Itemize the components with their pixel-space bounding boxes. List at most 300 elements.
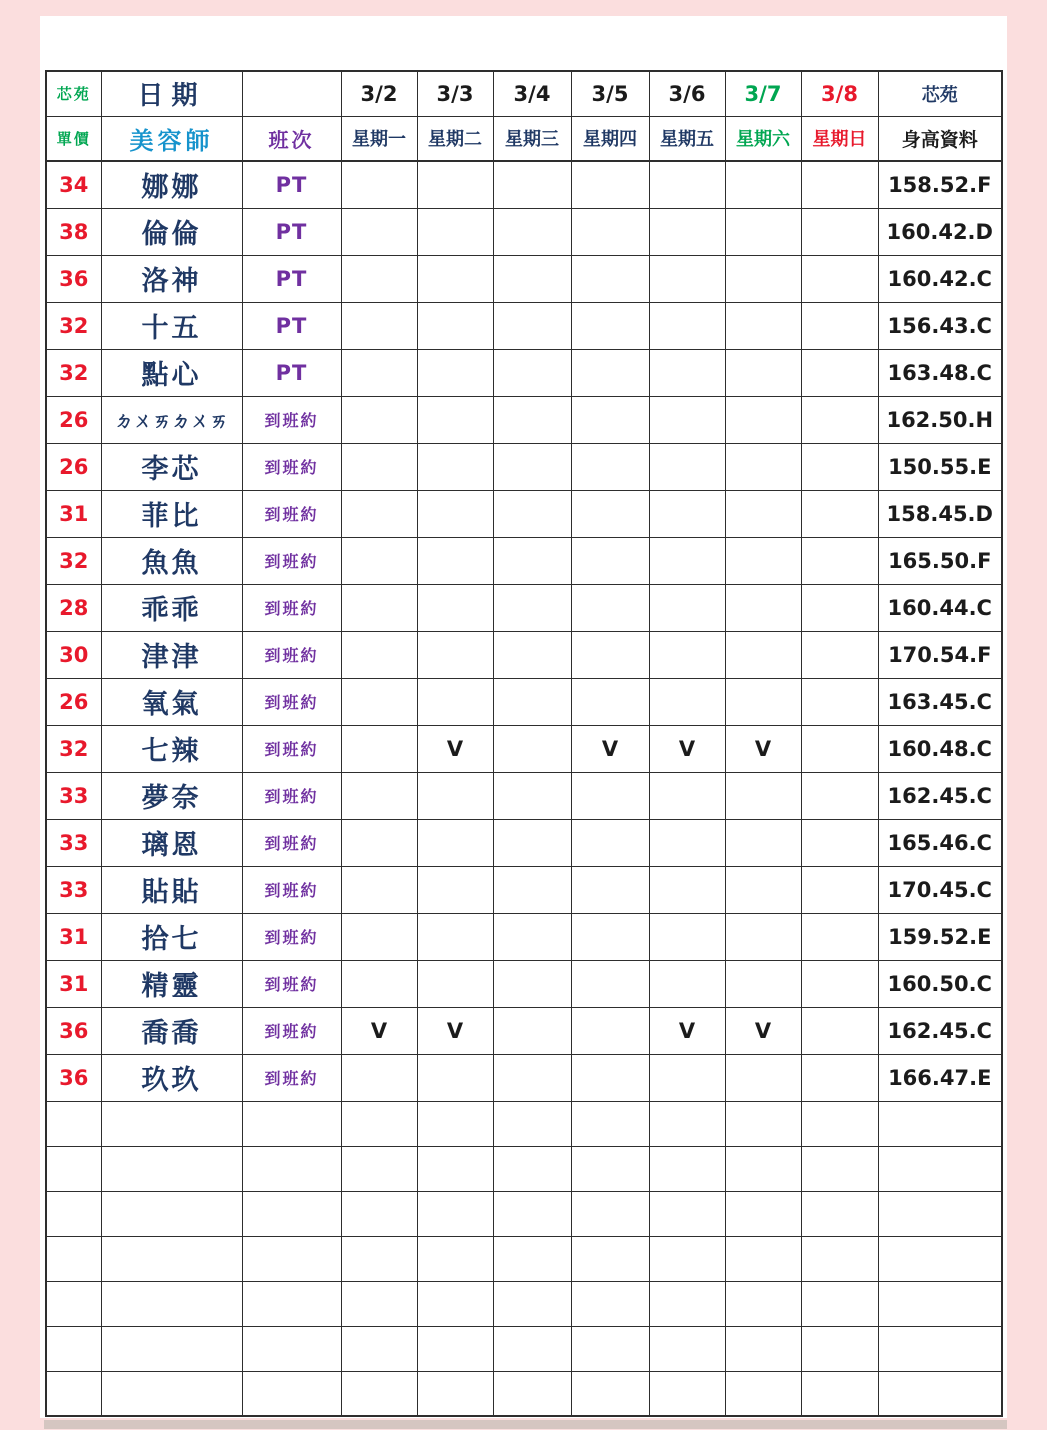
shift-cell: 到班約 — [242, 913, 341, 960]
staff-row — [46, 678, 1002, 725]
day-mark-cell — [801, 255, 878, 302]
empty-cell — [878, 1191, 1002, 1236]
shift-cell: 到班約 — [242, 631, 341, 678]
day-mark-cell: V — [417, 725, 493, 772]
empty-row — [46, 1236, 1002, 1281]
empty-cell — [649, 1101, 725, 1146]
day-mark-cell — [341, 396, 417, 443]
empty-cell — [242, 1146, 341, 1191]
day-mark-cell — [493, 960, 571, 1007]
empty-row — [46, 1326, 1002, 1371]
day-mark-cell: V — [649, 1007, 725, 1054]
empty-cell — [46, 1146, 101, 1191]
name-cell: 津津 — [101, 631, 242, 678]
name-cell: 十五 — [101, 302, 242, 349]
price-cell: 26 — [46, 443, 101, 490]
day-mark-cell — [725, 208, 801, 255]
empty-cell — [725, 1191, 801, 1236]
day-mark-cell: V — [417, 1007, 493, 1054]
day-mark-cell — [725, 866, 801, 913]
day-mark-cell: V — [725, 1007, 801, 1054]
staff-row — [46, 1054, 1002, 1101]
day-mark-cell — [649, 396, 725, 443]
empty-cell — [649, 1236, 725, 1281]
day-mark-cell — [493, 584, 571, 631]
day-mark-cell — [417, 913, 493, 960]
staff-row — [46, 913, 1002, 960]
day-mark-cell — [801, 584, 878, 631]
day-mark-cell — [801, 161, 878, 208]
day-mark-cell — [493, 161, 571, 208]
empty-cell — [878, 1371, 1002, 1416]
height-cell: 160.42.C — [878, 255, 1002, 302]
price-cell: 33 — [46, 772, 101, 819]
shift-cell: PT — [242, 208, 341, 255]
name-cell: 精靈 — [101, 960, 242, 1007]
date-header: 3/8 — [801, 71, 878, 116]
day-mark-cell — [571, 913, 649, 960]
day-mark-cell — [493, 913, 571, 960]
empty-cell — [417, 1281, 493, 1326]
shift-header-blank — [242, 71, 341, 116]
empty-cell — [46, 1191, 101, 1236]
day-mark-cell — [493, 631, 571, 678]
day-mark-cell — [649, 584, 725, 631]
empty-cell — [242, 1191, 341, 1236]
empty-cell — [242, 1281, 341, 1326]
empty-cell — [571, 1236, 649, 1281]
day-mark-cell — [493, 443, 571, 490]
empty-cell — [493, 1236, 571, 1281]
day-mark-cell — [341, 725, 417, 772]
price-column-label: 單價 — [46, 116, 101, 161]
staff-row — [46, 302, 1002, 349]
empty-cell — [571, 1326, 649, 1371]
empty-cell — [571, 1146, 649, 1191]
name-cell: 拾七 — [101, 913, 242, 960]
empty-cell — [341, 1371, 417, 1416]
day-mark-cell — [493, 725, 571, 772]
empty-cell — [725, 1281, 801, 1326]
corner-label-right: 芯苑 — [878, 71, 1002, 116]
shift-cell: 到班約 — [242, 1007, 341, 1054]
day-mark-cell — [571, 1007, 649, 1054]
day-mark-cell — [341, 913, 417, 960]
staff-row — [46, 255, 1002, 302]
day-mark-cell — [341, 302, 417, 349]
price-cell: 32 — [46, 537, 101, 584]
paper-bottom-shadow — [44, 1420, 1007, 1429]
date-column-label: 日期 — [101, 71, 242, 116]
name-cell: 貼貼 — [101, 866, 242, 913]
staff-row — [46, 819, 1002, 866]
date-header: 3/4 — [493, 71, 571, 116]
empty-cell — [46, 1281, 101, 1326]
empty-cell — [493, 1326, 571, 1371]
day-mark-cell — [801, 443, 878, 490]
shift-cell: 到班約 — [242, 584, 341, 631]
day-mark-cell — [649, 819, 725, 866]
date-header: 3/2 — [341, 71, 417, 116]
empty-cell — [417, 1146, 493, 1191]
price-cell: 31 — [46, 913, 101, 960]
schedule-body — [46, 161, 1002, 1416]
empty-cell — [571, 1101, 649, 1146]
shift-cell: 到班約 — [242, 678, 341, 725]
day-mark-cell — [801, 866, 878, 913]
staff-row — [46, 349, 1002, 396]
day-mark-cell — [725, 678, 801, 725]
price-cell: 33 — [46, 819, 101, 866]
empty-cell — [417, 1326, 493, 1371]
day-mark-cell — [417, 396, 493, 443]
staff-row — [46, 725, 1002, 772]
day-mark-cell — [725, 302, 801, 349]
day-mark-cell — [649, 302, 725, 349]
day-mark-cell — [417, 443, 493, 490]
day-mark-cell: V — [341, 1007, 417, 1054]
empty-cell — [801, 1326, 878, 1371]
empty-cell — [46, 1101, 101, 1146]
day-mark-cell — [341, 819, 417, 866]
day-mark-cell — [493, 772, 571, 819]
day-mark-cell — [493, 866, 571, 913]
day-mark-cell — [725, 913, 801, 960]
day-mark-cell — [493, 1007, 571, 1054]
day-mark-cell — [493, 490, 571, 537]
day-mark-cell — [571, 443, 649, 490]
empty-cell — [46, 1371, 101, 1416]
staff-row — [46, 490, 1002, 537]
day-mark-cell — [725, 584, 801, 631]
height-cell: 160.44.C — [878, 584, 1002, 631]
empty-cell — [493, 1281, 571, 1326]
empty-cell — [878, 1326, 1002, 1371]
empty-cell — [571, 1191, 649, 1236]
name-cell: 娜娜 — [101, 161, 242, 208]
header-row-weekdays — [46, 116, 1002, 161]
price-cell: 38 — [46, 208, 101, 255]
day-mark-cell: V — [725, 725, 801, 772]
price-cell: 30 — [46, 631, 101, 678]
empty-cell — [493, 1371, 571, 1416]
day-mark-cell — [649, 349, 725, 396]
date-header: 3/6 — [649, 71, 725, 116]
height-cell: 170.45.C — [878, 866, 1002, 913]
day-mark-cell — [417, 302, 493, 349]
shift-cell: 到班約 — [242, 960, 341, 1007]
schedule-sheet — [40, 16, 1007, 1418]
day-mark-cell — [341, 161, 417, 208]
name-cell: 菲比 — [101, 490, 242, 537]
empty-cell — [801, 1101, 878, 1146]
day-mark-cell — [801, 725, 878, 772]
corner-label-left: 芯苑 — [46, 71, 101, 116]
day-mark-cell: V — [571, 725, 649, 772]
day-mark-cell — [571, 866, 649, 913]
staff-row — [46, 584, 1002, 631]
name-cell: ㄉㄨㄞㄉㄨㄞ — [101, 396, 242, 443]
day-mark-cell — [571, 208, 649, 255]
day-mark-cell — [649, 631, 725, 678]
day-mark-cell — [493, 1054, 571, 1101]
shift-cell: 到班約 — [242, 819, 341, 866]
empty-cell — [493, 1101, 571, 1146]
height-cell: 159.52.E — [878, 913, 1002, 960]
day-mark-cell — [493, 302, 571, 349]
staff-column-label: 美容師 — [101, 116, 242, 161]
staff-row — [46, 772, 1002, 819]
empty-cell — [649, 1146, 725, 1191]
day-mark-cell — [571, 255, 649, 302]
empty-cell — [101, 1101, 242, 1146]
day-mark-cell — [341, 584, 417, 631]
shift-cell: PT — [242, 349, 341, 396]
name-cell: 乖乖 — [101, 584, 242, 631]
price-cell: 26 — [46, 678, 101, 725]
price-cell: 32 — [46, 725, 101, 772]
empty-cell — [878, 1236, 1002, 1281]
day-mark-cell — [341, 960, 417, 1007]
staff-row — [46, 443, 1002, 490]
day-mark-cell — [725, 537, 801, 584]
empty-cell — [571, 1371, 649, 1416]
empty-cell — [101, 1236, 242, 1281]
height-cell: 160.50.C — [878, 960, 1002, 1007]
empty-cell — [341, 1326, 417, 1371]
day-mark-cell — [417, 819, 493, 866]
empty-cell — [341, 1146, 417, 1191]
empty-cell — [101, 1146, 242, 1191]
day-mark-cell — [725, 1054, 801, 1101]
height-cell: 162.45.C — [878, 1007, 1002, 1054]
height-cell: 165.46.C — [878, 819, 1002, 866]
weekday-header: 星期六 — [725, 116, 801, 161]
day-mark-cell — [649, 443, 725, 490]
price-cell: 36 — [46, 255, 101, 302]
name-cell: 李芯 — [101, 443, 242, 490]
price-cell: 28 — [46, 584, 101, 631]
day-mark-cell — [649, 1054, 725, 1101]
empty-cell — [242, 1326, 341, 1371]
day-mark-cell — [801, 208, 878, 255]
price-cell: 26 — [46, 396, 101, 443]
empty-cell — [242, 1101, 341, 1146]
day-mark-cell — [341, 678, 417, 725]
day-mark-cell — [725, 490, 801, 537]
name-cell: 倫倫 — [101, 208, 242, 255]
day-mark-cell — [341, 1054, 417, 1101]
day-mark-cell — [417, 1054, 493, 1101]
height-cell: 156.43.C — [878, 302, 1002, 349]
day-mark-cell — [725, 396, 801, 443]
day-mark-cell — [801, 913, 878, 960]
empty-cell — [725, 1326, 801, 1371]
day-mark-cell — [571, 396, 649, 443]
empty-cell — [242, 1236, 341, 1281]
day-mark-cell — [341, 866, 417, 913]
height-cell: 163.45.C — [878, 678, 1002, 725]
day-mark-cell — [571, 349, 649, 396]
shift-cell: 到班約 — [242, 725, 341, 772]
day-mark-cell — [571, 631, 649, 678]
header-row-dates — [46, 71, 1002, 116]
day-mark-cell — [493, 349, 571, 396]
price-cell: 32 — [46, 302, 101, 349]
day-mark-cell — [417, 584, 493, 631]
day-mark-cell — [493, 537, 571, 584]
shift-cell: PT — [242, 255, 341, 302]
empty-cell — [341, 1236, 417, 1281]
day-mark-cell — [801, 302, 878, 349]
name-cell: 夢奈 — [101, 772, 242, 819]
day-mark-cell — [571, 772, 649, 819]
day-mark-cell — [493, 678, 571, 725]
day-mark-cell — [341, 772, 417, 819]
schedule-table — [45, 70, 1003, 1417]
day-mark-cell — [649, 960, 725, 1007]
shift-cell: 到班約 — [242, 396, 341, 443]
empty-cell — [801, 1191, 878, 1236]
day-mark-cell — [417, 208, 493, 255]
day-mark-cell — [649, 866, 725, 913]
empty-cell — [878, 1101, 1002, 1146]
empty-cell — [878, 1281, 1002, 1326]
empty-row — [46, 1146, 1002, 1191]
day-mark-cell — [649, 490, 725, 537]
shift-cell: PT — [242, 302, 341, 349]
empty-row — [46, 1101, 1002, 1146]
day-mark-cell — [493, 396, 571, 443]
date-header: 3/7 — [725, 71, 801, 116]
empty-cell — [493, 1191, 571, 1236]
price-cell: 31 — [46, 490, 101, 537]
shift-cell: 到班約 — [242, 1054, 341, 1101]
empty-row — [46, 1281, 1002, 1326]
day-mark-cell — [725, 443, 801, 490]
staff-row — [46, 866, 1002, 913]
empty-cell — [725, 1236, 801, 1281]
day-mark-cell — [571, 960, 649, 1007]
day-mark-cell — [417, 161, 493, 208]
height-cell: 162.45.C — [878, 772, 1002, 819]
name-cell: 點心 — [101, 349, 242, 396]
day-mark-cell — [341, 631, 417, 678]
empty-cell — [341, 1101, 417, 1146]
day-mark-cell — [801, 631, 878, 678]
empty-cell — [101, 1371, 242, 1416]
schedule-header — [46, 71, 1002, 161]
day-mark-cell — [649, 913, 725, 960]
day-mark-cell — [571, 537, 649, 584]
name-cell: 玖玖 — [101, 1054, 242, 1101]
day-mark-cell — [725, 819, 801, 866]
day-mark-cell — [801, 396, 878, 443]
day-mark-cell — [417, 631, 493, 678]
shift-column-label: 班次 — [242, 116, 341, 161]
price-cell: 34 — [46, 161, 101, 208]
weekday-header: 星期四 — [571, 116, 649, 161]
staff-row — [46, 208, 1002, 255]
day-mark-cell — [649, 255, 725, 302]
day-mark-cell — [725, 255, 801, 302]
day-mark-cell — [571, 819, 649, 866]
staff-row — [46, 161, 1002, 208]
empty-cell — [493, 1146, 571, 1191]
staff-row — [46, 1007, 1002, 1054]
empty-cell — [417, 1101, 493, 1146]
height-cell: 166.47.E — [878, 1054, 1002, 1101]
height-cell: 165.50.F — [878, 537, 1002, 584]
day-mark-cell — [725, 960, 801, 1007]
price-cell: 33 — [46, 866, 101, 913]
empty-cell — [801, 1281, 878, 1326]
empty-cell — [341, 1191, 417, 1236]
empty-cell — [417, 1371, 493, 1416]
empty-cell — [571, 1281, 649, 1326]
weekday-header: 星期三 — [493, 116, 571, 161]
name-cell: 七辣 — [101, 725, 242, 772]
empty-cell — [46, 1326, 101, 1371]
day-mark-cell — [341, 537, 417, 584]
shift-cell: 到班約 — [242, 866, 341, 913]
day-mark-cell — [417, 490, 493, 537]
day-mark-cell — [801, 537, 878, 584]
day-mark-cell — [649, 678, 725, 725]
empty-cell — [46, 1236, 101, 1281]
empty-cell — [649, 1281, 725, 1326]
day-mark-cell — [801, 349, 878, 396]
empty-cell — [725, 1101, 801, 1146]
day-mark-cell — [571, 490, 649, 537]
day-mark-cell — [417, 255, 493, 302]
day-mark-cell — [417, 537, 493, 584]
weekday-header: 星期一 — [341, 116, 417, 161]
height-cell: 158.45.D — [878, 490, 1002, 537]
day-mark-cell: V — [649, 725, 725, 772]
name-cell: 喬喬 — [101, 1007, 242, 1054]
height-cell: 158.52.F — [878, 161, 1002, 208]
day-mark-cell — [417, 678, 493, 725]
day-mark-cell — [801, 1007, 878, 1054]
staff-row — [46, 960, 1002, 1007]
shift-cell: 到班約 — [242, 537, 341, 584]
empty-row — [46, 1371, 1002, 1416]
day-mark-cell — [493, 208, 571, 255]
shift-cell: 到班約 — [242, 772, 341, 819]
day-mark-cell — [341, 208, 417, 255]
height-column-label: 身高資料 — [878, 116, 1002, 161]
day-mark-cell — [801, 1054, 878, 1101]
shift-cell: 到班約 — [242, 490, 341, 537]
weekday-header: 星期五 — [649, 116, 725, 161]
empty-cell — [101, 1281, 242, 1326]
day-mark-cell — [571, 1054, 649, 1101]
shift-cell: 到班約 — [242, 443, 341, 490]
day-mark-cell — [649, 208, 725, 255]
height-cell: 160.48.C — [878, 725, 1002, 772]
day-mark-cell — [725, 349, 801, 396]
day-mark-cell — [417, 960, 493, 1007]
height-cell: 162.50.H — [878, 396, 1002, 443]
price-cell: 31 — [46, 960, 101, 1007]
name-cell: 魚魚 — [101, 537, 242, 584]
empty-cell — [801, 1146, 878, 1191]
day-mark-cell — [341, 349, 417, 396]
day-mark-cell — [417, 866, 493, 913]
weekday-header: 星期二 — [417, 116, 493, 161]
day-mark-cell — [801, 819, 878, 866]
